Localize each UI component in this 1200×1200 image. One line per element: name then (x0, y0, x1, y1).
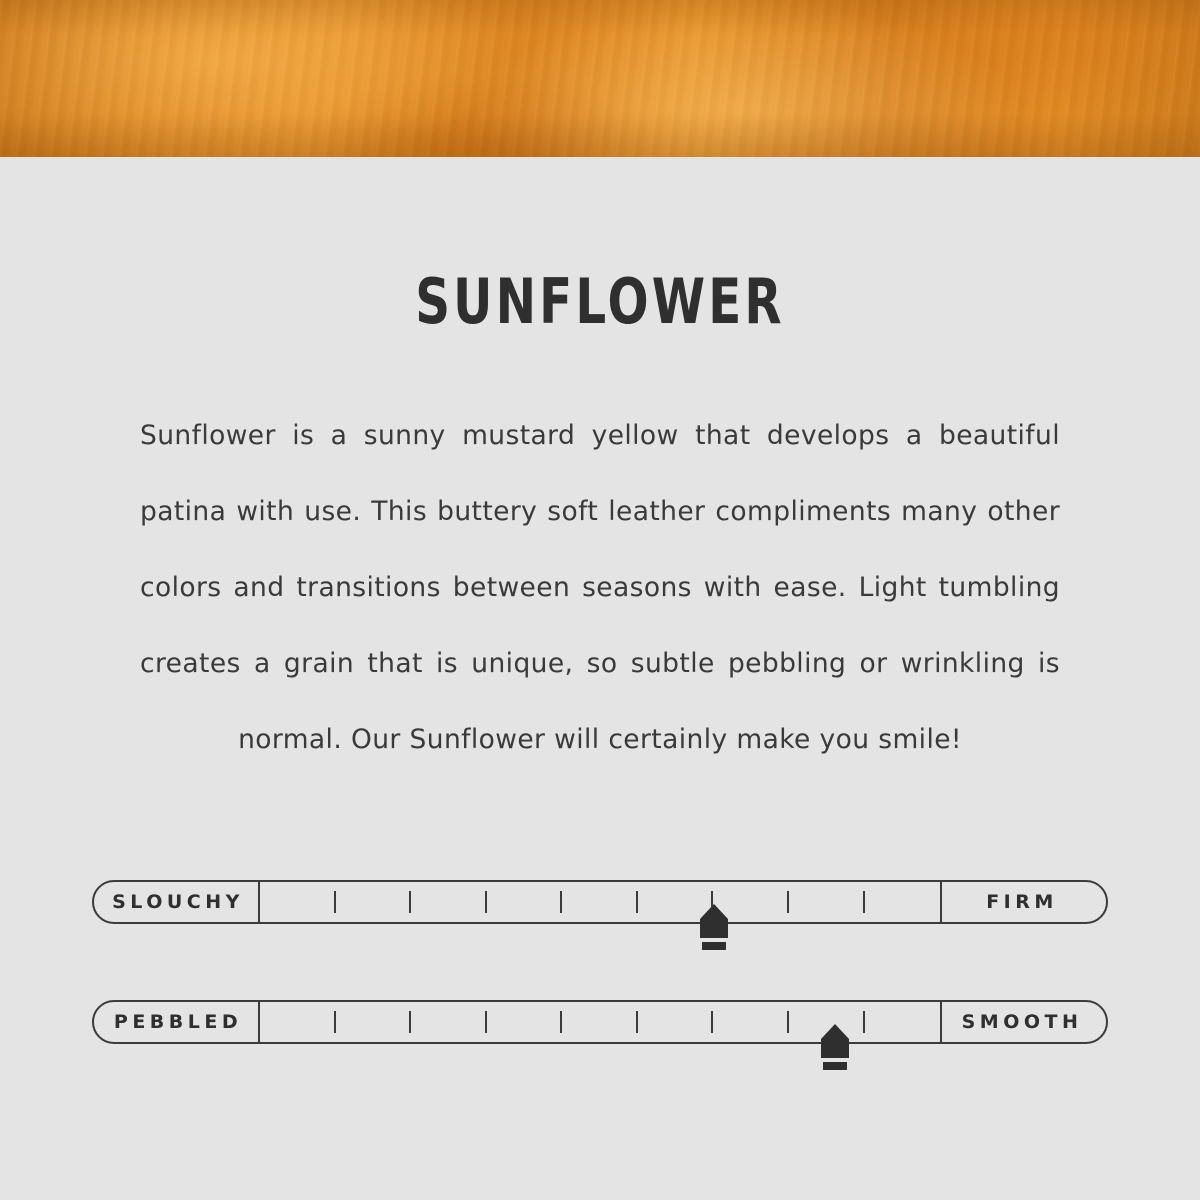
scale-texture-track[interactable] (260, 1002, 940, 1042)
color-description: Sunflower is a sunny mustard yellow that develops a beautiful patina with use. This buttery soft leather compliments many other colors and transitions between seasons with ease. Light tumbling creates a grain that is unique, so subtle pebbling or wrinkling is normal. Our Sunflower will certainly make you smile! (140, 420, 1060, 755)
scale-structure-bar (92, 880, 1108, 924)
scale-texture (92, 1000, 1108, 1100)
scale-structure-track[interactable] (260, 882, 940, 922)
scale-structure-left-label: SLOUCHY (94, 882, 260, 922)
leather-swatch-banner (0, 0, 1200, 157)
scale-texture-right-label: SMOOTH (940, 1002, 1106, 1042)
leather-vignette (0, 0, 1200, 157)
scale-texture-marker[interactable] (816, 1022, 854, 1074)
scale-structure-marker[interactable] (695, 902, 733, 954)
scale-texture-left-label: PEBBLED (94, 1002, 260, 1042)
scale-structure-right-label: FIRM (940, 882, 1106, 922)
scale-structure-ticks (260, 882, 940, 922)
attribute-scales (0, 880, 1200, 1100)
page-title: SUNFLOWER (415, 265, 785, 338)
scale-structure (92, 880, 1108, 980)
scale-texture-bar (92, 1000, 1108, 1044)
